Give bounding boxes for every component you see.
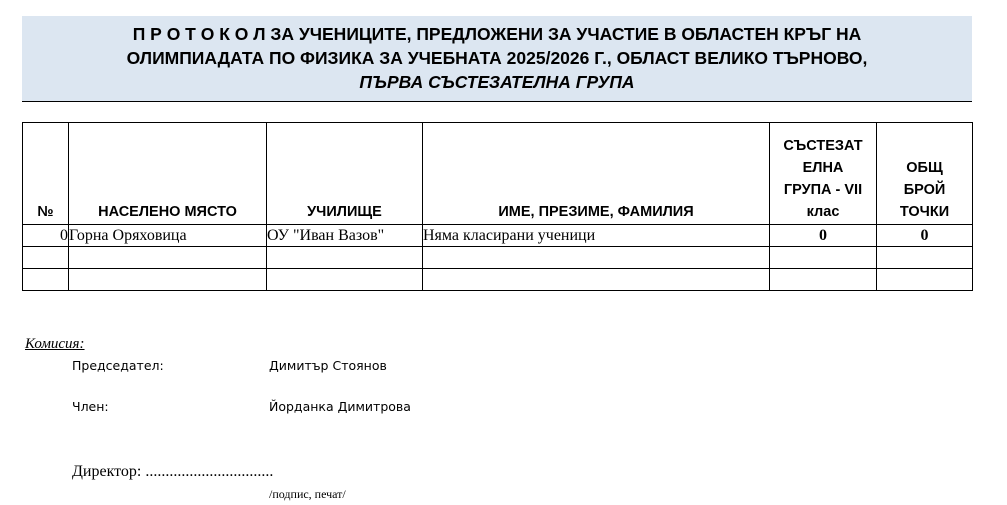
column-header-school: УЧИЛИЩЕ bbox=[267, 123, 423, 225]
column-header-total-line-2: БРОЙ bbox=[903, 182, 946, 198]
table-header-row bbox=[23, 123, 973, 225]
cell-group-score bbox=[770, 269, 877, 291]
cell-number: 0 bbox=[23, 225, 69, 247]
cell-group-score: 0 bbox=[770, 225, 877, 247]
cell-name bbox=[423, 247, 770, 269]
column-header-group-line-4: клас bbox=[806, 204, 840, 220]
cell-place bbox=[69, 247, 267, 269]
chair-name: Димитър Стоянов bbox=[269, 358, 387, 373]
cell-name: Няма класирани ученици bbox=[423, 225, 770, 247]
column-header-group bbox=[770, 123, 877, 225]
commission-label: Комисия: bbox=[25, 336, 85, 352]
member-role-label: Член: bbox=[72, 399, 109, 414]
cell-total bbox=[877, 247, 973, 269]
table-row bbox=[23, 269, 973, 291]
column-header-name: ИМЕ, ПРЕЗИМЕ, ФАМИЛИЯ bbox=[423, 123, 770, 225]
column-header-total-line-1: ОБЩ bbox=[906, 160, 943, 176]
cell-group-score bbox=[770, 247, 877, 269]
director-signature-line: Директор: ................................ bbox=[72, 463, 274, 480]
column-header-place: НАСЕЛЕНО МЯСТО bbox=[69, 123, 267, 225]
title-line-1: П Р О Т О К О Л ЗА УЧЕНИЦИТЕ, ПРЕДЛОЖЕНИ ЗА УЧАСТИЕ В ОБЛАСТЕН КРЪГ НА bbox=[132, 24, 862, 44]
cell-number bbox=[23, 269, 69, 291]
table-row bbox=[23, 247, 973, 269]
signature-note: /подпис, печат/ bbox=[269, 487, 346, 501]
cell-number bbox=[23, 247, 69, 269]
cell-school: ОУ "Иван Вазов" bbox=[267, 225, 423, 247]
cell-place bbox=[69, 269, 267, 291]
cell-name bbox=[423, 269, 770, 291]
protocol-title bbox=[22, 16, 972, 102]
table-row bbox=[23, 225, 973, 247]
column-header-group-line-2: ЕЛНА bbox=[802, 160, 844, 176]
column-header-total bbox=[877, 123, 973, 225]
cell-school bbox=[267, 247, 423, 269]
column-header-total-line-3: ТОЧКИ bbox=[899, 204, 950, 220]
title-line-2: ОЛИМПИАДАТА ПО ФИЗИКА ЗА УЧЕБНАТА 2025/2026 Г., ОБЛАСТ ВЕЛИКО ТЪРНОВО, bbox=[126, 48, 868, 68]
cell-total: 0 bbox=[877, 225, 973, 247]
cell-school bbox=[267, 269, 423, 291]
results-table bbox=[22, 122, 973, 291]
column-header-group-line-3: ГРУПА - VII bbox=[783, 182, 863, 198]
cell-place: Горна Оряховица bbox=[69, 225, 267, 247]
member-name: Йорданка Димитрова bbox=[269, 399, 411, 414]
column-header-group-line-1: СЪСТЕЗАТ bbox=[783, 138, 863, 154]
column-header-number: № bbox=[23, 123, 69, 225]
chair-role-label: Председател: bbox=[72, 358, 164, 373]
title-line-3: ПЪРВА СЪСТЕЗАТЕЛНА ГРУПА bbox=[359, 72, 635, 92]
cell-total bbox=[877, 269, 973, 291]
